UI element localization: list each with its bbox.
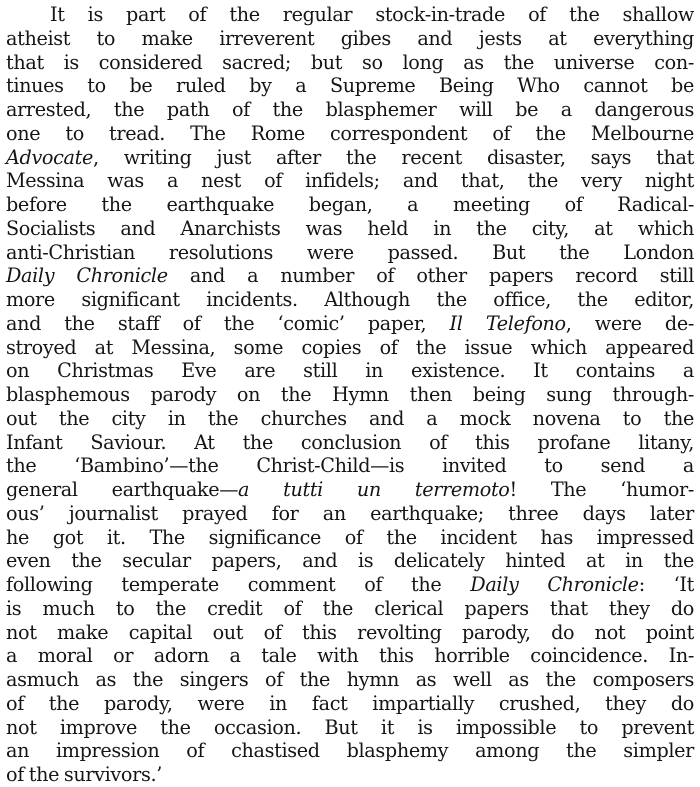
italic-tutti: a tutti un terremoto (238, 478, 510, 501)
text-line-15: stroyed at Messina, some copies of the issue which appeared (6, 335, 694, 359)
italic-daily-chronicle-2: Daily Chronicle (470, 573, 639, 596)
text-line-33: of the survivors.’ (6, 763, 162, 786)
italic-advocate: Advocate (6, 145, 93, 169)
text-line-13: more significant incidents. Although the office, the editor, (6, 288, 694, 311)
text-line-3: that is considered sacred; but so long as the universe con- (6, 50, 694, 74)
text-line-19: Infant Saviour. At the conclusion of this profane litany, (6, 430, 694, 454)
text-line-17: blasphemous parody on the Hymn then being sung through- (6, 383, 694, 406)
text-line-2: atheist to make irreverent gibes and jests at everything (6, 26, 694, 50)
line-12-rest: and a number of other papers record still (167, 264, 695, 288)
article-text (6, 0, 694, 787)
text-line-9: before the earthquake began, a meeting of Radical- (6, 193, 694, 216)
text-line-31: not improve the occasion. But it is impossible to prevent (6, 715, 694, 739)
italic-il-telefono: Il Telefono (449, 311, 566, 335)
text-line-29: asmuch as the singers of the hymn as well as the composers (6, 668, 694, 691)
text-line-8: Messina was a nest of infidels; and that, the very night (6, 169, 694, 193)
text-line-28: a moral or adorn a tale with this horrible coincidence. In- (6, 644, 694, 668)
text-line-30: of the parody, were in fact impartially crushed, they do (6, 691, 694, 715)
line-21-end: ! The ‘humor- (509, 478, 695, 501)
text-line-23: he got it. The significance of the incident has impressed (6, 525, 694, 549)
text-line-1: It is part of the regular stock-in-trade of the shallow (50, 3, 694, 26)
line-7-rest: , writing just after the recent disaster, says that (92, 145, 694, 169)
text-line-32: an impression of chastised blasphemy among the simpler (6, 739, 694, 763)
text-line-7 (6, 146, 694, 170)
line-14-start: and the staff of the ‘comic’ paper, (6, 311, 450, 335)
line-25-end: : ‘It (638, 573, 695, 596)
text-line-20: the ‘Bambino’—the Christ-Child—is invited to send a (6, 454, 694, 478)
text-line-27: not make capital out of this revolting parody, do not point (6, 620, 694, 644)
text-line-24: even the secular papers, and is delicately hinted at in the (6, 549, 694, 573)
text-line-22: ous’ journalist prayed for an earthquake; three days later (6, 501, 694, 525)
text-line-6: one to tread. The Rome correspondent of the Melbourne (6, 121, 694, 145)
text-line-12 (6, 264, 694, 288)
text-line-5: arrested, the path of the blasphemer will be a dangerous (6, 98, 694, 121)
text-line-4: tinues to be ruled by a Supreme Being Who cannot be (6, 74, 694, 98)
text-line-25 (6, 573, 694, 597)
text-line-26: is much to the credit of the clerical papers that they do (6, 596, 694, 620)
text-line-10: Socialists and Anarchists was held in the city, at which (6, 216, 694, 240)
text-line-14 (6, 312, 694, 336)
italic-daily-chronicle: Daily Chronicle (6, 264, 168, 288)
text-line-21 (6, 478, 694, 502)
text-line-11: anti-Christian resolutions were passed. But the London (6, 240, 694, 264)
line-21-start: general earthquake— (6, 478, 239, 501)
text-line-18: out the city in the churches and a mock novena to the (6, 406, 694, 430)
line-25-start: following temperate comment of the (6, 573, 471, 596)
text-line-16: on Christmas Eve are still in existence. It contains a (6, 359, 694, 383)
line-14-end: , were de- (565, 311, 694, 335)
